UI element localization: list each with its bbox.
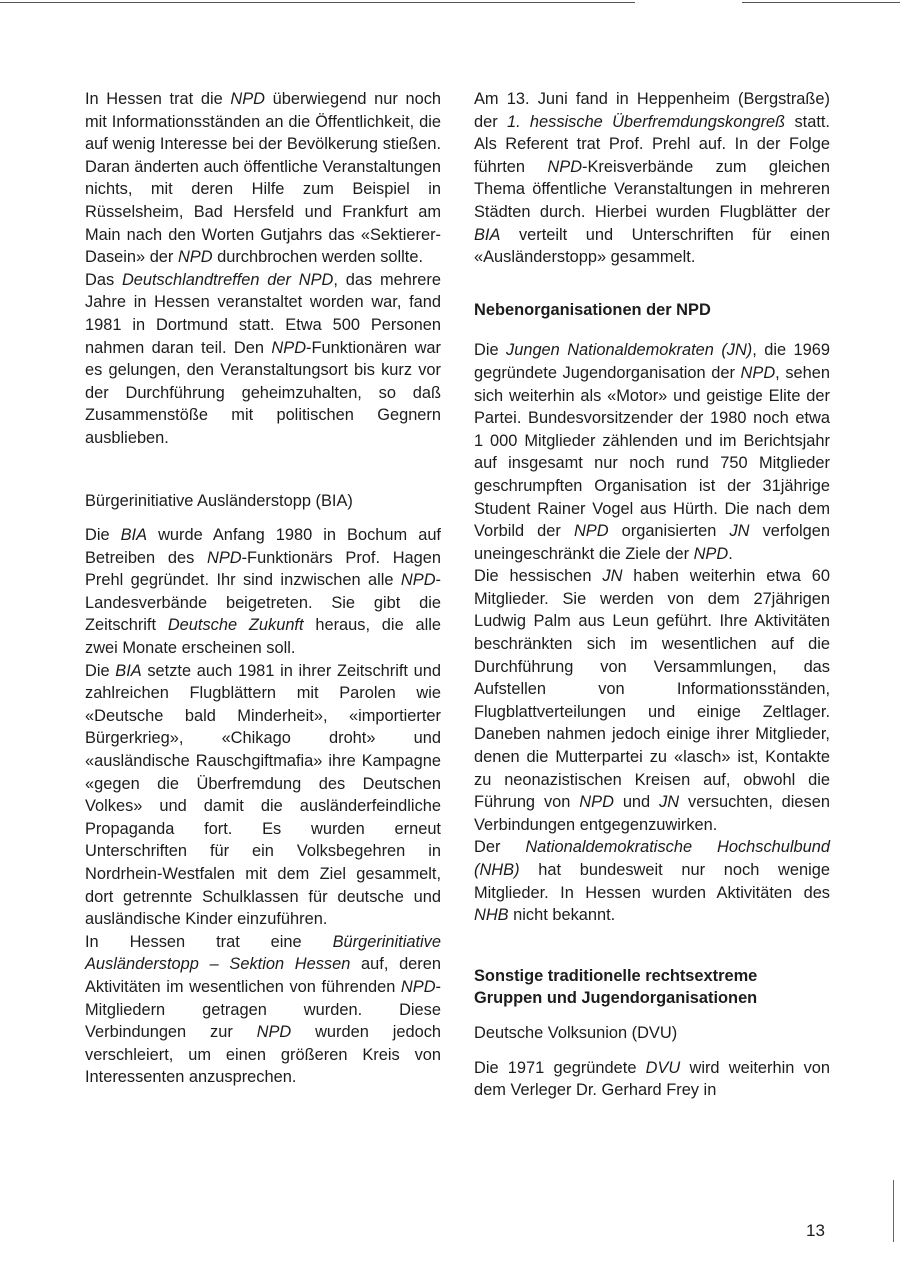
right-paragraph-dvu: Die 1971 gegründete DVU wird weiterhin von dem Verleger Dr. Gerhard Frey in (474, 1058, 830, 1100)
left-column (85, 88, 441, 1089)
left-paragraph-bia-campaign: Die BIA setzte auch 1981 in ihrer Zeitschrift und zahlreichen Flugblättern mit Parolen wie «Deutsche bald Minderheit», «importierter Bürgerkrieg», «Chikago droht» und «ausländische Rauschgiftmafia» ihre Kampagne «gegen die Überfremdung des Deutschen Volkes» und damit die ausländerfeindliche Propaganda fort. Es wurden erneut Unterschriften für ein Volksbegehren in Nordrhein-Westfalen mit dem Ziel gesammelt, dort getrennte Schulklassen für deutsche und ausländische Kinder einzuführen. (85, 661, 441, 929)
right-paragraph-nhb: Der Nationaldemokratische Hochschulbund (NHB) hat bundesweit nur noch wenige Mitglieder. In Hessen wurden Aktivitäten des NHB nicht bekannt. (474, 838, 830, 925)
right-paragraph-jn: Die Jungen Nationaldemokraten (JN), die 1969 gegründete Jugendorganisation der NPD, sehen sich weiterhin als «Motor» und geistige Elite der Partei. Bundesvorsitzender der 1980 noch etwa 1 000 Mitglieder zählenden und im Berichtsjahr auf insgesamt nur noch rund 750 Mitglieder geschrumpften Organisation ist der 31jährige Student Rainer Vogel aus Hürth. Die nach dem Vorbild der NPD organisierten JN verfolgen uneingeschränkt die Ziele der NPD. (474, 341, 831, 563)
left-paragraph-bia-founding: Die BIA wurde Anfang 1980 in Bochum auf Betreiben des NPD-Funktionärs Prof. Hagen Prehl gegründet. Ihr sind inzwischen alle NPD-Landesverbände beigetreten. Sie gibt die Zeitschrift Deutsche Zukunft heraus, die alle zwei Monate erscheinen soll. (85, 526, 441, 658)
right-paragraph-heppenheim: Am 13. Juni fand in Heppenheim (Bergstraße) der 1. hessische Überfremdungskongreß statt. Als Referent trat Prof. Prehl auf. In der Folge führten NPD-Kreisverbände zum gleichen Thema öffentliche Veranstaltungen in mehreren Städten durch. Hierbei wurden Flugblätter der BIA verteilt und Unterschriften für einen «Ausländerstopp» gesammelt. (474, 90, 830, 267)
heading-nebenorganisationen: Nebenorganisationen der NPD (474, 300, 711, 319)
subheading-dvu: Deutsche Volksunion (DVU) (474, 1023, 678, 1042)
right-margin-mark (893, 1180, 894, 1242)
top-rule-right (742, 2, 900, 3)
page-number: 13 (806, 1221, 825, 1240)
left-paragraph-bia-hessen: In Hessen trat eine Bürgerinitiative Ausländerstopp – Sektion Hessen auf, deren Aktivitäten im wesentlichen von führenden NPD-Mitgliedern getragen wurden. Diese Verbindungen zur NPD wurden jedoch verschleiert, um einen größeren Kreis von Interessenten anzusprechen. (85, 932, 442, 1087)
right-column (474, 88, 830, 1102)
right-paragraph-jn-hessen: Die hessischen JN haben weiterhin etwa 60 Mitglieder. Sie werden von dem 27jährigen Ludwig Palm aus Leun geführt. Ihre Aktivitäten beschränkten sich im wesentlichen auf die Durchführung von Versammlungen, das Aufstellen von Informationsständen, Flugblattverteilungen und einige Zeltlager. Daneben nahmen jedoch einige ihrer Mitglieder, denen die Mutterpartei zu «lasch» ist, Kontakte zu neonazistischen Kreisen auf, obwohl die Führung von NPD und JN versuchten, diesen Verbindungen entgegenzuwirken. (474, 567, 830, 834)
left-paragraph-deutschlandtreffen: Das Deutschlandtreffen der NPD, das mehrere Jahre in Hessen veranstaltet worden war, fand 1981 in Dortmund statt. Etwa 500 Personen nahmen daran teil. Den NPD-Funktionären war es gelungen, den Veranstaltungsort bis kurz vor der Durchführung geheimzuhalten, so daß Zusammenstöße mit politischen Gegnern ausblieben. (85, 270, 441, 447)
top-rule-left (0, 2, 635, 3)
subheading-bia: Bürgerinitiative Ausländerstopp (BIA) (85, 491, 353, 510)
heading-sonstige-gruppen: Sonstige traditionelle rechtsextreme Gruppen und Jugendorganisationen (474, 966, 758, 1008)
left-paragraph-npd-hessen: In Hessen trat die NPD überwiegend nur noch mit Informationsständen an die Öffentlichkeit, die auf wenig Interesse bei der Bevölkerung stießen. Daran änderten auch öffentliche Veranstaltungen nichts, mit deren Hilfe zum Beispiel in Rüsselsheim, Bad Hersfeld und Frankfurt am Main nach den Worten Gutjahrs das «Sektierer-Dasein» der NPD durchbrochen werden sollte. (85, 90, 442, 267)
